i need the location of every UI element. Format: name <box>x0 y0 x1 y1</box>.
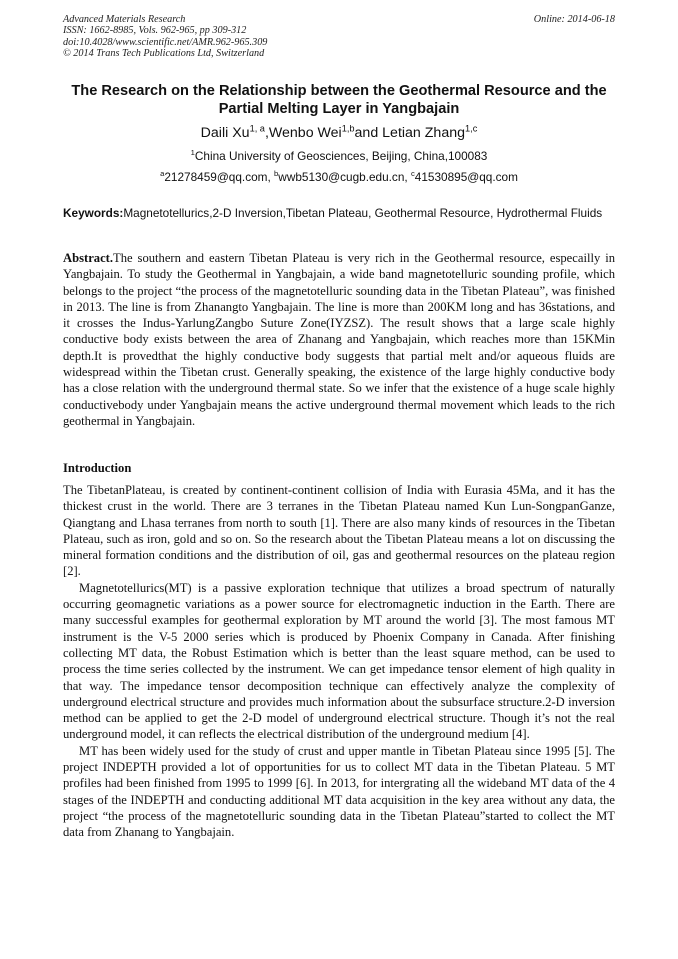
journal-name: Advanced Materials Research <box>63 14 186 25</box>
abstract <box>63 250 615 429</box>
email-address[interactable]: 21278459@qq.com, <box>164 170 275 184</box>
keywords <box>63 206 615 221</box>
author-sup: 1,b <box>341 123 355 134</box>
paragraph: The TibetanPlateau, is created by continent-continent collision of India with Eurasia 45Ma, and it has the thickest crust in the world. There are 3 terranes in the Tibetan Plateau named Kun Lun-SongpanGanze, Qiangtang and Lhasa terranes from north to south [1]. There are also many kinds of resources in the Tibetan Plateau, such as iron, gold and so on. So the research about the Tibetan Plateau means a lot on discussing the mineral formation conditions and the distribution of oil, gas and geothermal resources on the plateau region [2]. <box>63 483 615 579</box>
email-list <box>63 169 615 185</box>
keywords-text: Magnetotellurics,2-D Inversion,Tibetan Plateau, Geothermal Resource, Hydrothermal Fluids <box>123 206 603 220</box>
affiliation <box>63 148 615 164</box>
paragraph: MT has been widely used for the study of crust and upper mantle in Tibetan Plateau since 1995 [5]. The project INDEPTH provided a lot of opportunities for us to collect MT data in the Tibetan Plateau. 5 MT profiles had been finished from 1995 to 1999 [6]. In 2013, for intergrating all the wideband MT data of the 4 stages of the INDEPTH and conducting additional MT data acquisition in the key area without any data, the project “the process of the magnetotelluric sounding data in the Tibetan Plateau”started to collect the MT data from Zhanang to Yangbajain. <box>63 743 615 840</box>
email-sup: a <box>160 169 165 179</box>
doi-line[interactable]: doi:10.4028/www.scientific.net/AMR.962-965.309 <box>63 36 268 48</box>
email-sup: b <box>274 169 279 179</box>
author-sup: 1,c <box>465 123 478 134</box>
author-list <box>63 124 615 142</box>
journal-info <box>63 14 267 59</box>
email-address[interactable]: 41530895@qq.com <box>414 170 518 184</box>
paragraph: Magnetotellurics(MT) is a passive exploration technique that utilizes a broad spectrum of naturally occurring geomagnetic variations as a power source for electromagnetic induction in the Earth. There are many successful examples for geothermal exploration by MT around the world [3]. The most famous MT instrument is the V-5 2000 series which is produced by Phoenix Company in Canada. After finishing collecting MT data, the Robust Estimation which is better than the least square method, can be used to process the time series collected by the instrument. We can get impedance tensor element of high quality in that way. The impedance tensor decomposition technique can effectively analyze the complexity of underground electrical structure and provides much information about the subsurface structure.2-D inversion method can be applied to get the 2-D model of underground electrical structure. Though it’s not the real underground model, it can reflects the electrical distribution of the underground medium [4]. <box>63 580 615 742</box>
page-header <box>63 14 615 59</box>
paper-title: The Research on the Relationship between the Geothermal Resource and the Partial Melting Layer in Yangbajain <box>71 83 607 117</box>
abstract-text: The southern and eastern Tibetan Plateau is very rich in the Geothermal resource, especailly in Yangbajain. To study the Geothermal in Yangbajain, a wide band magnetotelluric sounding profile, which belongs to the project “the process of the magnetotelluric sounding data in the Tibetan Plateau”, was finished in 2013. The line is from Zhanangto Yangbajain. The line is more than 200KM long and has 36stations, and it crosses the Indus-YarlungZangbo Suture Zone(IYZSZ). The result shows that a large scale highly conductive body exists between the area of Zhanang and Yangbajain, which reaches more than 15KMin depth.It is provedthat the highly conductive body suggests that partial melt and/or aqueous fluids are widespread within the Tibetan crust. Generally speaking, the existence of the large highly conductive body has a close relation with the underground thermal state. So we infer that the existence of a huge scale highly conductivebody under Yangbajain means the active underground thermal movement which leads to the rich geothermal in Yangbajain. <box>63 251 615 428</box>
author-name: Daili Xu <box>200 125 250 141</box>
email-address[interactable]: wwb5130@cugb.edu.cn, <box>278 170 411 184</box>
affiliation-sup: 1 <box>190 148 195 158</box>
issn-line: ISSN: 1662-8985, Vols. 962-965, pp 309-312 <box>63 25 247 37</box>
affiliation-text: China University of Geosciences, Beijing, China,100083 <box>194 149 488 163</box>
introduction-heading: Introduction <box>63 461 132 475</box>
author-name: and Letian Zhang <box>354 125 465 141</box>
abstract-label: Abstract. <box>63 251 114 265</box>
introduction-body <box>63 482 615 841</box>
author-name: ,Wenbo Wei <box>264 125 342 141</box>
author-sup: 1, a <box>249 123 265 134</box>
online-date: Online: 2014-06-18 <box>533 14 615 25</box>
copyright-line: © 2014 Trans Tech Publications Ltd, Switzerland <box>63 47 265 59</box>
keywords-label: Keywords: <box>63 206 124 220</box>
email-sup: c <box>410 169 415 179</box>
